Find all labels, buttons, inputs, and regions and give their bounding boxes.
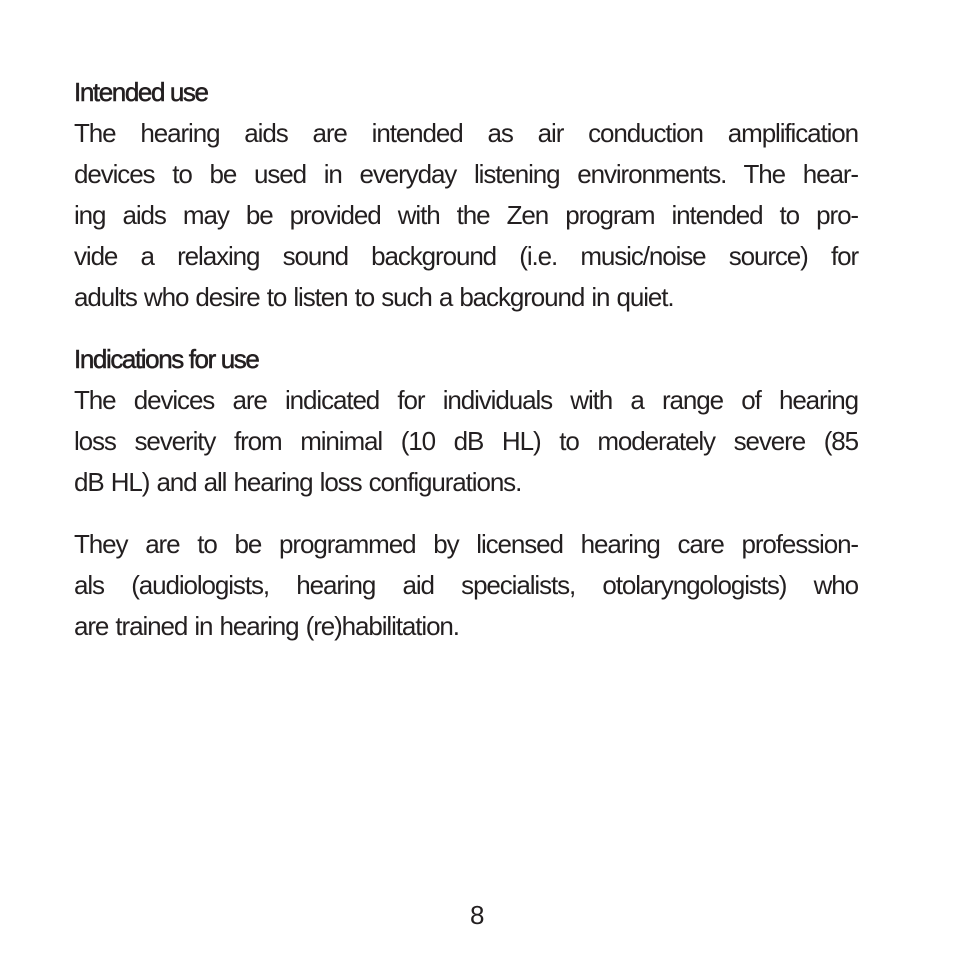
indications-paragraph [74,380,858,503]
paragraph-line: ing aids may be provided with the Zen program intended to pro- [74,200,858,230]
paragraph-line: dB HL) and all hearing loss configurations. [74,467,522,497]
paragraph-line: loss severity from minimal (10 dB HL) to moderately severe (85 [74,426,858,456]
paragraph-line: They are to be programmed by licensed hearing care profession- [74,529,858,559]
paragraph-line: The hearing aids are intended as air conduction amplification [74,118,858,148]
paragraph-line: vide a relaxing sound background (i.e. music/noise source) for [74,241,858,271]
paragraph-line: The devices are indicated for individuals with a range of hearing [74,385,858,415]
section-indications-for-use [74,339,858,503]
paragraph-spacer [74,503,858,524]
document-page [74,72,858,647]
paragraph-line: are trained in hearing (re)habilitation. [74,611,459,641]
section-intended-use [74,72,858,318]
section-heading-intended-use: Intended use [74,77,208,107]
paragraph-line: devices to be used in everyday listening environments. The hear- [74,159,858,189]
page-number: 8 [470,900,484,930]
paragraph-line: adults who desire to listen to such a background in quiet. [74,282,674,312]
paragraph-line: als (audiologists, hearing aid specialists, otolaryngologists) who [74,570,858,600]
section-spacer [74,318,858,339]
intended-use-paragraph [74,113,858,318]
programming-paragraph [74,524,858,647]
section-heading-indications-for-use: Indications for use [74,344,259,374]
